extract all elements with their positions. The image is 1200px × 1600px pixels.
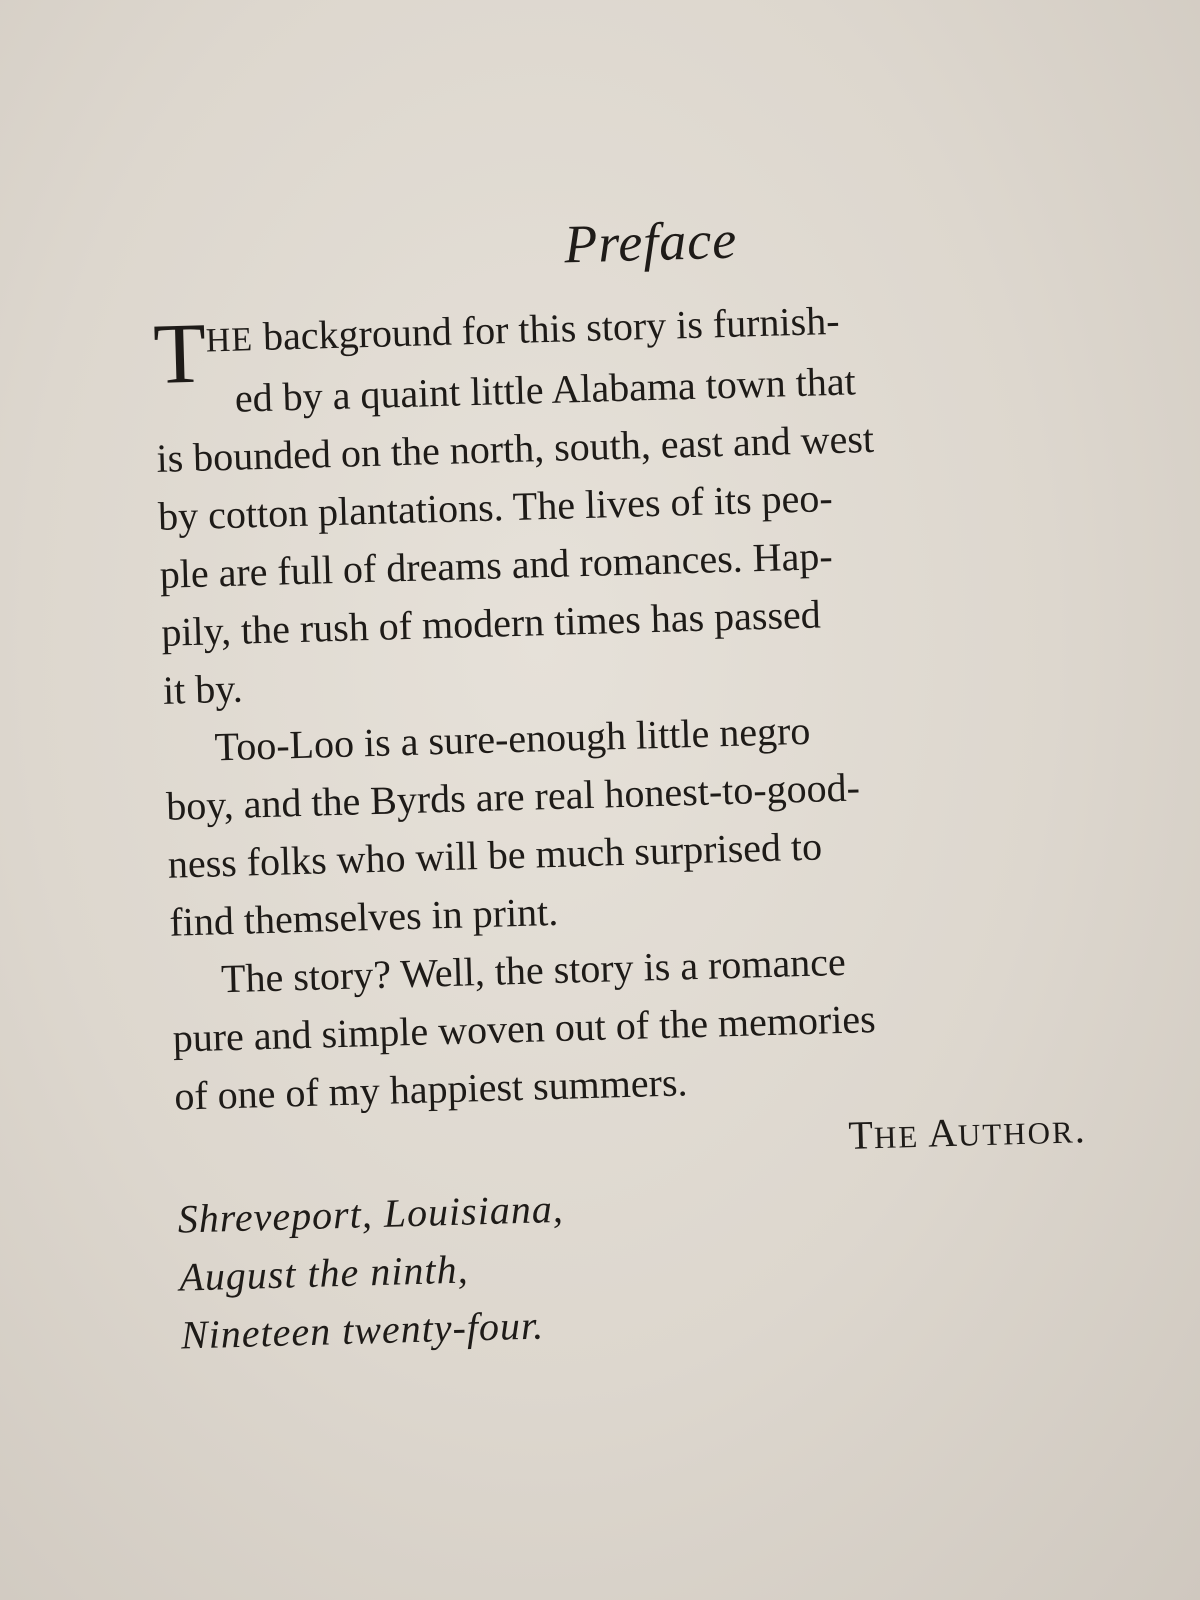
paragraph-1-line-2: ed by a quaint little Alabama town that	[234, 358, 857, 421]
paragraph-3	[170, 925, 1134, 1126]
paragraph-3-line-3: of one of my happiest summers.	[173, 1059, 689, 1119]
paragraph-1-line-4: by cotton plantations. The lives of its peo-	[157, 475, 834, 539]
opening-small-caps: HE	[205, 321, 254, 360]
paragraph-2-line-4: find themselves in print.	[168, 888, 559, 945]
signature-a-rest: UTHOR	[957, 1114, 1076, 1153]
paragraph-1-line-1-text: background for this story is furnish-	[252, 297, 841, 360]
paragraph-1-line-3: is bounded on the north, south, east and west	[155, 415, 875, 481]
dateline-year: Nineteen twenty-four.	[180, 1302, 545, 1358]
paragraph-1-line-6: pily, the rush of modern times has passed	[160, 591, 822, 655]
paragraph-2-line-1: Too-Loo is a sure-enough little negro	[213, 707, 811, 770]
drop-cap: T	[152, 304, 208, 402]
signature-t-cap: T	[847, 1112, 875, 1158]
dateline	[177, 1164, 1141, 1365]
paragraph-1-line-5: ple are full of dreams and romances. Hap-	[159, 533, 834, 597]
paragraph-1-line-7: it by.	[162, 665, 244, 713]
signature-a-cap: A	[927, 1109, 959, 1156]
paragraph-2	[164, 693, 1130, 952]
paragraph-2-line-3: ness folks who will be much surprised to	[167, 823, 823, 887]
signature-period: .	[1073, 1106, 1087, 1152]
preface-content	[150, 198, 1141, 1364]
dateline-date: August the ninth,	[178, 1246, 470, 1300]
paragraph-1	[152, 284, 1123, 720]
signature-t-rest: HE	[873, 1118, 920, 1156]
paragraph-2-line-2: boy, and the Byrds are real honest-to-good-	[165, 764, 861, 829]
paragraph-3-line-1: The story? Well, the story is a romance	[220, 938, 847, 1002]
page-title: Preface	[563, 209, 738, 275]
paragraph-3-line-2: pure and simple woven out of the memories	[172, 996, 877, 1061]
dateline-place: Shreveport, Louisiana,	[177, 1185, 565, 1242]
